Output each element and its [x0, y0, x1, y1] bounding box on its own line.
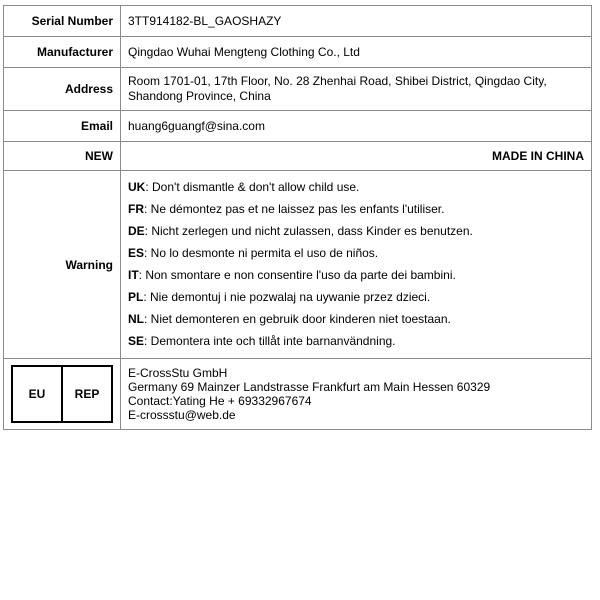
- eu-rep-symbol-rep: REP: [74, 387, 100, 401]
- made-in-label: MADE IN CHINA: [121, 142, 592, 171]
- manufacturer-label: Manufacturer: [4, 37, 121, 68]
- warning-line-uk: UK: Don't dismantle & don't allow child use.: [128, 180, 360, 194]
- address-label: Address: [4, 68, 121, 111]
- email-value: huang6guangf@sina.com: [121, 111, 592, 142]
- address-line-1: Room 1701-01, 17th Floor, No. 28 Zhenhai Road, Shibei District, Qingdao City,: [128, 74, 547, 88]
- warning-line-nl: NL: Niet demonteren en gebruik door kinderen niet toestaan.: [128, 312, 451, 326]
- new-label: NEW: [4, 142, 121, 171]
- email-label: Email: [4, 111, 121, 142]
- manufacturer-value: Qingdao Wuhai Mengteng Clothing Co., Ltd: [121, 37, 592, 68]
- eu-rep-details: [121, 359, 592, 430]
- warning-line-de: DE: Nicht zerlegen und nicht zulassen, dass Kinder es benutzen.: [128, 224, 473, 238]
- eu-rep-contact: Contact:Yating He + 69332967674: [128, 394, 312, 408]
- new-row: [4, 142, 592, 171]
- manufacturer-row: [4, 37, 592, 68]
- eu-rep-symbol-eu: EU: [13, 367, 63, 421]
- email-row: [4, 111, 592, 142]
- serial-number-label: Serial Number: [4, 6, 121, 37]
- address-value: [121, 68, 592, 111]
- eu-rep-email: E-crossstu@web.de: [128, 408, 236, 422]
- warning-list: [121, 171, 592, 359]
- product-label-table: [3, 5, 592, 430]
- warning-line-fr: FR: Ne démontez pas et ne laissez pas les enfants l'utiliser.: [128, 202, 445, 216]
- eu-rep-symbol-cell: [4, 359, 121, 430]
- warning-label: Warning: [4, 171, 121, 359]
- warning-line-se: SE: Demontera inte och tillåt inte barnanvändning.: [128, 334, 396, 348]
- warning-line-es: ES: No lo desmonte ni permita el uso de niños.: [128, 246, 379, 260]
- warning-line-it: IT: Non smontare e non consentire l'uso da parte dei bambini.: [128, 268, 456, 282]
- eu-rep-symbol: [11, 365, 113, 423]
- address-line-2: Shandong Province, China: [128, 89, 271, 103]
- serial-number-value: 3TT914182-BL_GAOSHAZY: [121, 6, 592, 37]
- eu-rep-row: [4, 359, 592, 430]
- address-row: [4, 68, 592, 111]
- serial-number-row: [4, 6, 592, 37]
- warning-row: [4, 171, 592, 359]
- warning-line-pl: PL: Nie demontuj i nie pozwalaj na uywanie przez dzieci.: [128, 290, 431, 304]
- eu-rep-address: Germany 69 Mainzer Landstrasse Frankfurt am Main Hessen 60329: [128, 380, 491, 394]
- eu-rep-company: E-CrossStu GmbH: [128, 366, 228, 380]
